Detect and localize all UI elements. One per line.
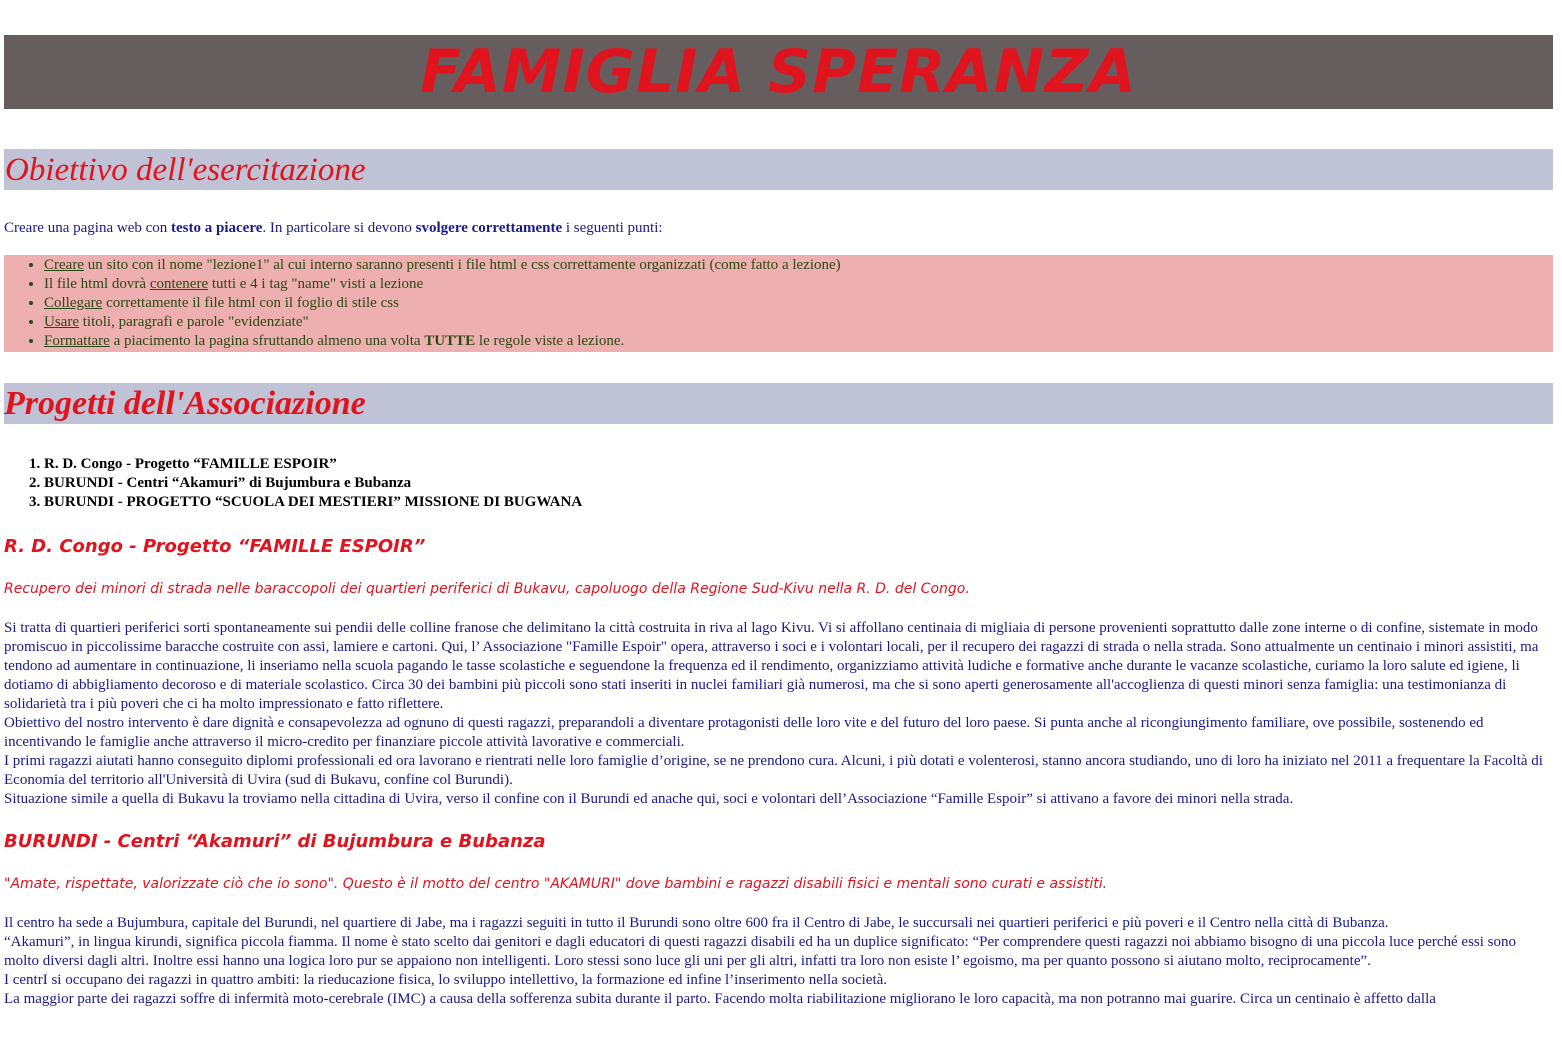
intro-text-2: . In particolare si devono xyxy=(262,220,416,236)
tasks-box xyxy=(4,255,1553,352)
project-list-item: 2. BURUNDI - Centri “Akamuri” di Bujumbura e Bubanza xyxy=(44,474,1553,493)
heading-progetti: Progetti dell'Associazione xyxy=(4,383,1553,424)
task-item: • Creare un sito con il nome "lezione1" al cui interno saranno presenti i file html e css correttamente organizzati (come fatto a lezione) xyxy=(44,256,1553,275)
tagline-congo: Recupero dei minori di strada nelle baraccopoli dei quartieri periferici di Bukavu, capoluogo della Regione Sud-Kivu nella R. D. del Congo. xyxy=(4,581,970,597)
site-title: FAMIGLIA SPERANZA xyxy=(420,37,1137,107)
project-list-item: 3. BURUNDI - PROGETTO “SCUOLA DEI MESTIERI” MISSIONE DI BUGWANA xyxy=(44,493,1553,512)
paragraph: I primi ragazzi aiutati hanno conseguito diplomi professionali ed ora lavorano e rientrati nelle loro famiglie d’origine, se ne prendono cura. Alcuni, i più dotati e volenterosi, stanno ancora studiando, uno di loro ha iniziato nel 2011 a frequentare la Facoltà di Economia del territorio all'Università di Uvira (sud di Bukavu, confine col Burundi). xyxy=(4,753,1543,788)
task-item: • Collegare correttamente il file html con il foglio di stile css xyxy=(44,294,1553,313)
heading-burundi: BURUNDI - Centri “Akamuri” di Bujumbura e Bubanza xyxy=(4,831,546,852)
heading-obiettivo: Obiettivo dell'esercitazione xyxy=(4,149,1553,190)
body-burundi xyxy=(4,914,1553,1009)
task-keyword: Usare xyxy=(44,314,79,330)
task-bold-word: TUTTE xyxy=(424,333,476,349)
paragraph: Il centro ha sede a Bujumbura, capitale del Burundi, nel quartiere di Jabe, ma i ragazzi seguiti in tutto il Burundi sono oltre 600 fra il Centro di Jabe, le succursali nei quartieri periferici e più poveri e il Centro nella città di Bubanza. xyxy=(4,915,1389,931)
body-congo xyxy=(4,619,1553,809)
tasks-list xyxy=(4,256,1553,351)
task-keyword: Collegare xyxy=(44,295,103,311)
intro-text-1: Creare una pagina web con xyxy=(4,220,172,236)
task-keyword: Formattare xyxy=(44,333,110,349)
paragraph: “Akamuri”, in lingua kirundi, significa piccola fiamma. Il nome è stato scelto dai genitori e dagli educatori di questi ragazzi disabili ed ha un duplice significato: “Per comprendere questi ragazzi noi abbiamo bisogno di una piccola luce perché essi sono molto diversi dagli altri. Inoltre essi hanno una logica loro pur se appaiono non intelligenti. Loro stessi sono luce gli uni per gli altri, infatti tra loro non esiste l’ egoismo, ma per quanto possono si aiutano molto, reciprocamente”. xyxy=(4,934,1517,969)
task-keyword: contenere xyxy=(149,276,209,292)
projects-list xyxy=(4,455,1553,512)
task-item: • Usare titoli, paragrafi e parole "evidenziate" xyxy=(44,313,1553,332)
intro-bold-1: testo a piacere xyxy=(171,220,263,236)
heading-congo: R. D. Congo - Progetto “FAMILLE ESPOIR” xyxy=(4,536,426,557)
paragraph: Si tratta di quartieri periferici sorti spontaneamente sui pendii delle colline franose che delimitano la città costruita in riva al lago Kivu. Vi si affollano centinaia di migliaia di persone provenienti soprattutto dalle zone interne o di confine, sistemate in modo promiscuo in piccolissime baracche costruite con assi, lamiere e cartoni. Qui, l’ Associazione "Famille Espoir" opera, attraverso i soci e i volontari locali, per il recupero dei ragazzi di strada o nella strada. Sono attualmente un centinaio i minori assistiti, ma tendono ad aumentare in continuazione, li inseriamo nella scuola pagando le tasse scolastiche e seguendone la frequenza ed il rendimento, organizziamo attività ludiche e formative anche durante le vacanze scolastiche, curiamo la loro salute ed igiene, li dotiamo di abbigliamento decoroso e di materiale scolastico. Circa 30 dei bambini più piccoli sono stati inseriti in nuclei familiari già numerosi, ma che si sono aperti generosamente all'accoglienza di questi minori senza famiglia: una testimonianza di solidarietà tra i più poveri che ci ha molto impressionato e fatto riflettere. xyxy=(4,620,1539,712)
task-item: • Formattare a piacimento la pagina sfruttando almeno una volta TUTTE le regole viste a lezione. xyxy=(44,332,1553,351)
task-keyword: Creare xyxy=(44,257,84,273)
intro-text-3: i seguenti punti: xyxy=(562,220,663,236)
paragraph: I centrI si occupano dei ragazzi in quattro ambiti: la rieducazione fisica, lo sviluppo intellettivo, la formazione ed infine l’inserimento nella società. xyxy=(4,972,888,988)
site-banner xyxy=(4,35,1553,109)
intro-bold-2: svolgere correttamente xyxy=(415,220,563,236)
paragraph: Obiettivo del nostro intervento è dare dignità e consapevolezza ad ognuno di questi ragazzi, preparandoli a diventare protagonisti delle loro vite e del futuro del loro paese. Si punta anche al ricongiungimento familiare, ove possibile, sostenendo ed incentivando le famiglie anche attraverso il micro-credito per finanziare piccole attività lavorative e commerciali. xyxy=(4,715,1484,750)
task-item: • Il file html dovrà contenere tutti e 4 i tag "name" visti a lezione xyxy=(44,275,1553,294)
paragraph: La maggior parte dei ragazzi soffre di infermità moto-cerebrale (IMC) a causa della sofferenza subita durante il parto. Facendo molta riabilitazione migliorano le loro capacità, ma non potranno mai guarire. Circa un centinaio è affetto dalla xyxy=(4,991,1436,1007)
intro-paragraph xyxy=(4,219,1553,238)
page xyxy=(0,35,1562,1009)
tagline-burundi: "Amate, rispettate, valorizzate ciò che io sono". Questo è il motto del centro "AKAMURI" dove bambini e ragazzi disabili fisici e mentali sono curati e assistiti. xyxy=(4,876,1108,892)
project-list-item: 1. R. D. Congo - Progetto “FAMILLE ESPOIR” xyxy=(44,455,1553,474)
paragraph: Situazione simile a quella di Bukavu la troviamo nella cittadina di Uvira, verso il confine con il Burundi ed anache qui, soci e volontari dell’Associazione “Famille Espoir” si attivano a favore dei minori nella strada. xyxy=(4,791,1294,807)
